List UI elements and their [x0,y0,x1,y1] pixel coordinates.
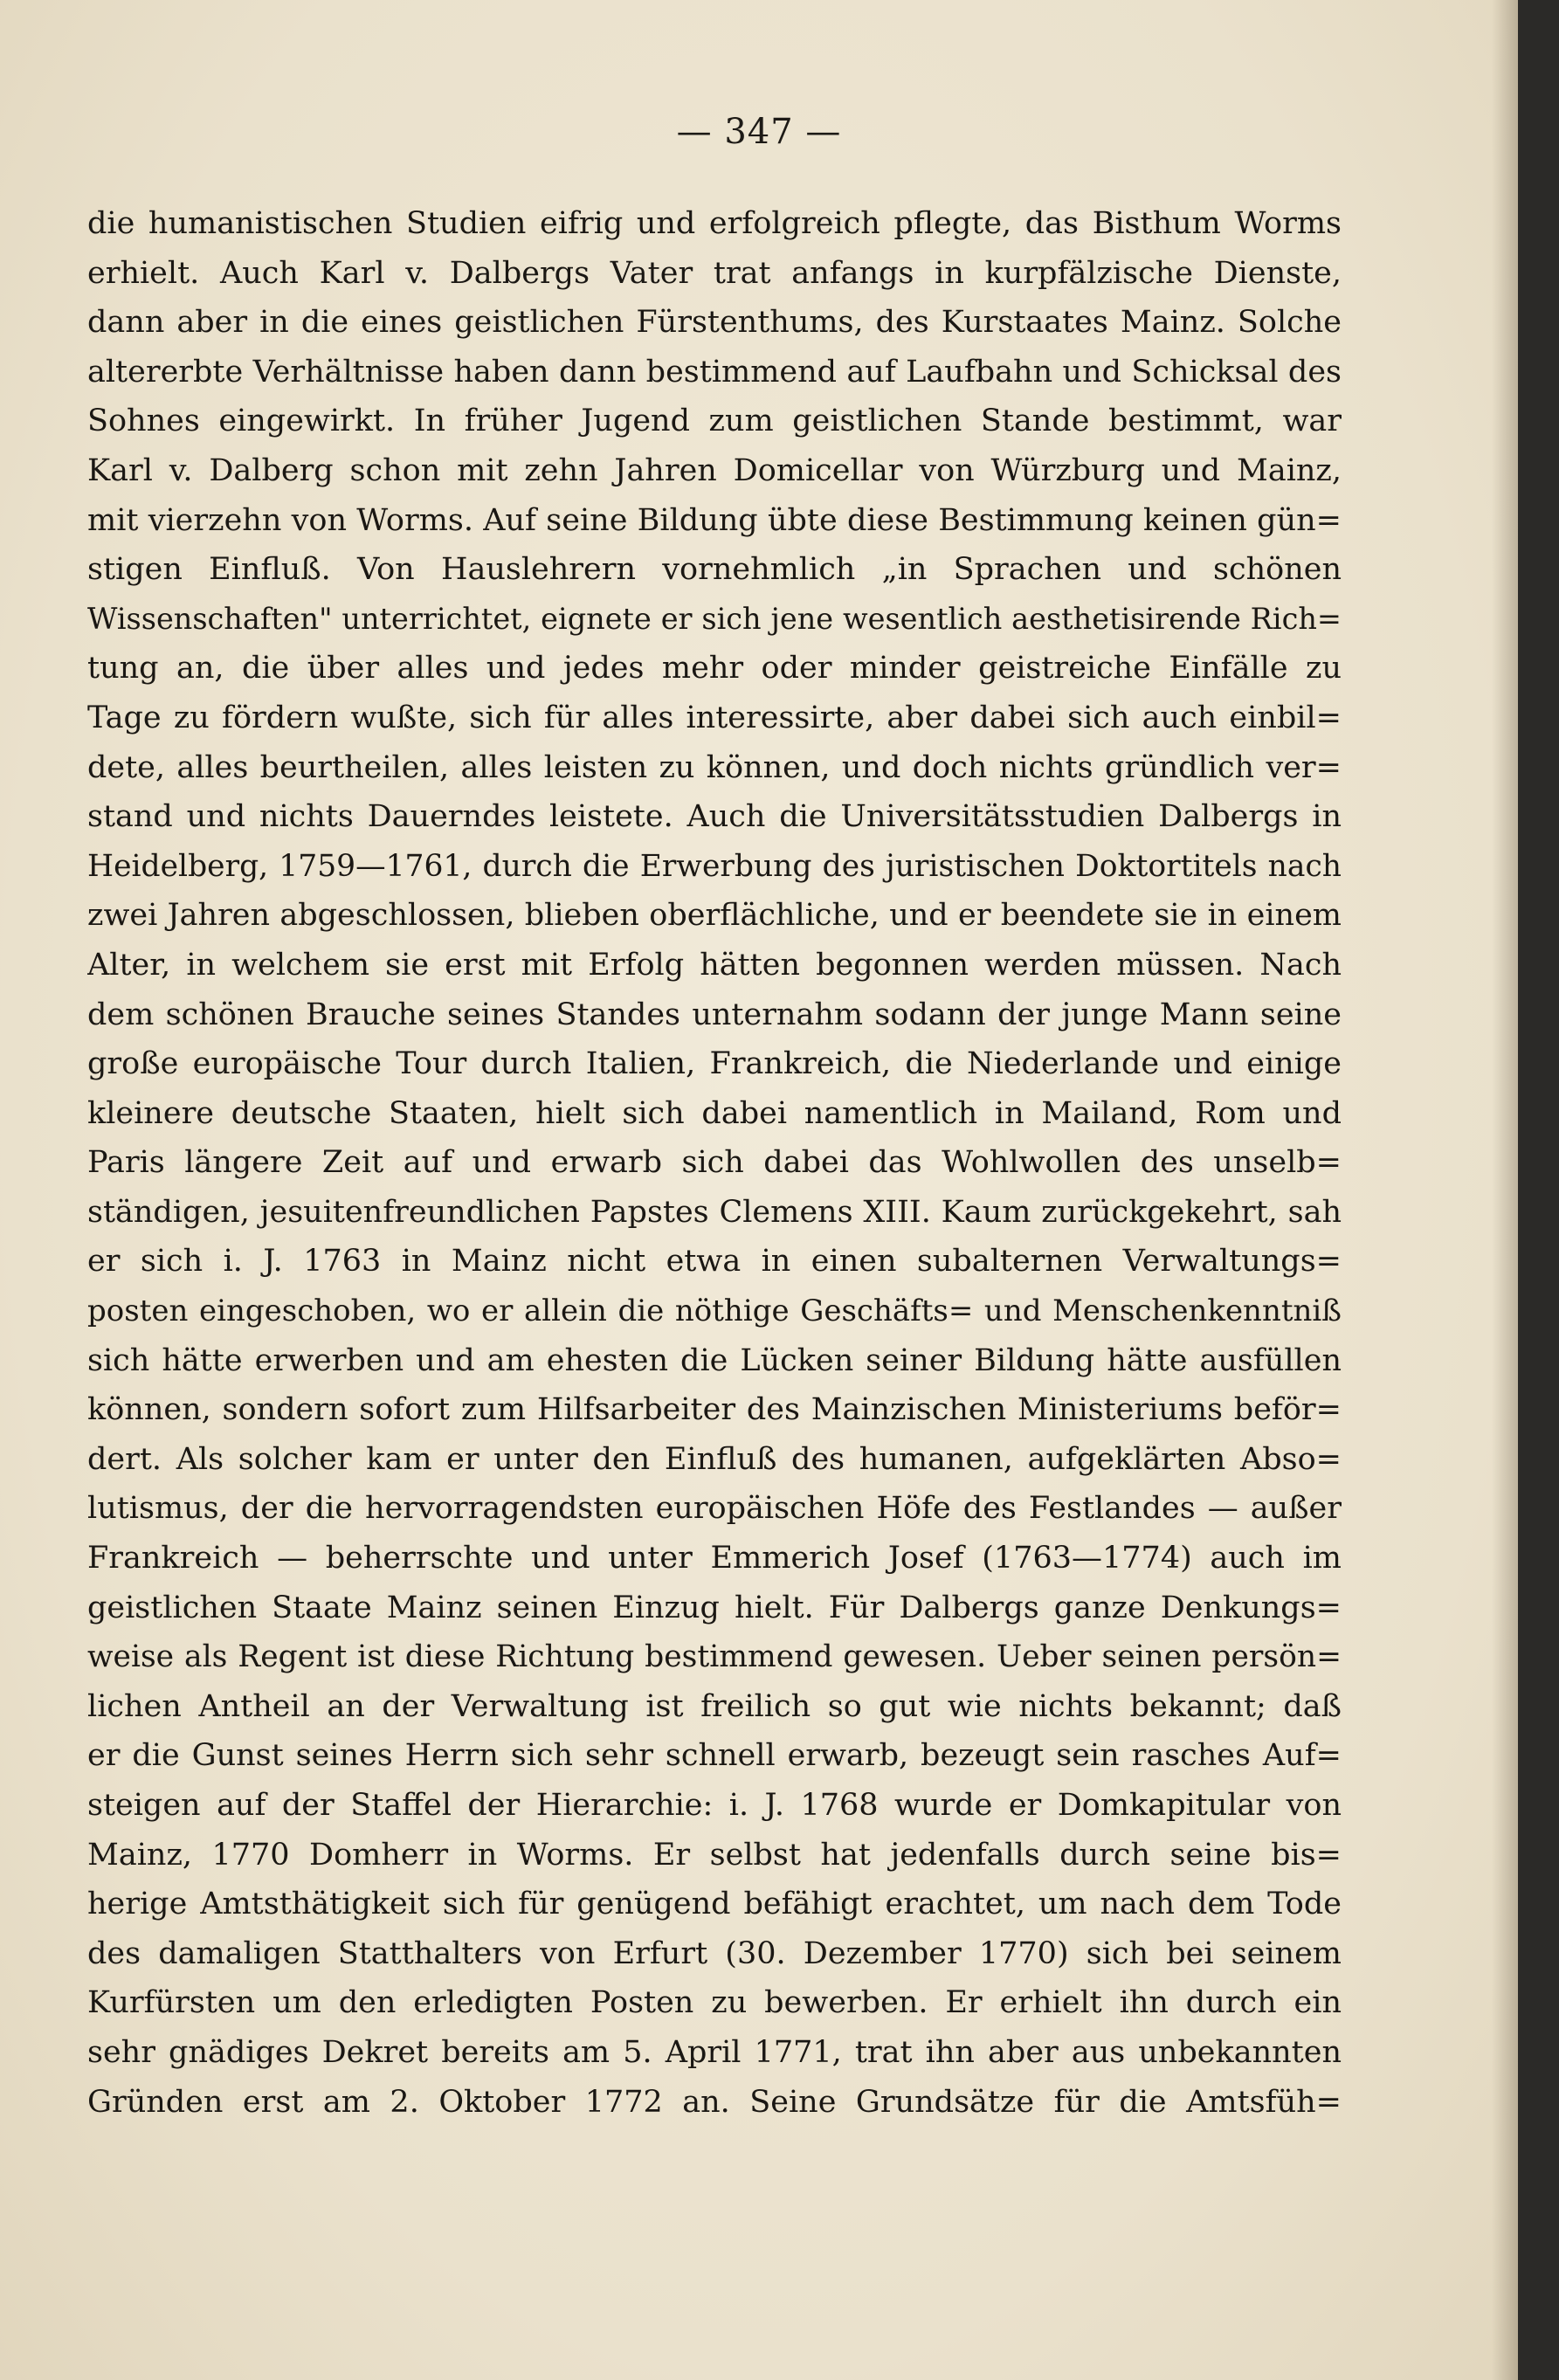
body-text [87,199,1342,2127]
text-line: er sich i. J. 1763 in Mainz nicht etwa in einen subalternen Verwaltungs= [87,1244,1342,1280]
text-line: sich hätte erwerben und am ehesten die Lücken seiner Bildung hätte ausfüllen [87,1342,1342,1378]
text-line: Alter, in welchem sie erst mit Erfolg hätten begonnen werden müssen. Nach [87,947,1342,983]
text-line: Wissenschaften" unterrichtet, eignete er sich jene wesentlich aesthetisirende Rich= [87,601,1342,636]
text-line: zwei Jahren abgeschlossen, blieben oberflächliche, und er beendete sie in einem [87,898,1342,934]
text-line: Mainz, 1770 Domherr in Worms. Er selbst hat jedenfalls durch seine bis= [87,1837,1342,1873]
text-line: tung an, die über alles und jedes mehr oder minder geistreiche Einfälle zu [87,651,1342,686]
text-line: Tage zu fördern wußte, sich für alles interessirte, aber dabei sich auch einbil= [87,700,1342,735]
text-line: dert. Als solcher kam er unter den Einfluß des humanen, aufgeklärten Abso= [87,1441,1342,1477]
text-line: dem schönen Brauche seines Standes unternahm sodann der junge Mann seine [87,997,1342,1032]
text-line: kleinere deutsche Staaten, hielt sich dabei namentlich in Mailand, Rom und [87,1095,1342,1131]
text-line: geistlichen Staate Mainz seinen Einzug hielt. Für Dalbergs ganze Denkungs= [87,1590,1342,1625]
text-line: dann aber in die eines geistlichen Fürstenthums, des Kurstaates Mainz. Solche [87,305,1342,341]
text-line: Kurfürsten um den erledigten Posten zu bewerben. Er erhielt ihn durch ein [87,1985,1342,2021]
text-line: altererbte Verhältnisse haben dann bestimmend auf Laufbahn und Schicksal des [87,354,1342,390]
text-line: stand und nichts Dauerndes leistete. Auch die Universitätsstudien Dalbergs in [87,799,1342,835]
text-line: dete, alles beurtheilen, alles leisten zu können, und doch nichts gründlich ver= [87,749,1342,785]
text-line: große europäische Tour durch Italien, Frankreich, die Niederlande und einige [87,1046,1342,1082]
text-line: stigen Einfluß. Von Hauslehrern vornehmlich „in Sprachen und schönen [87,552,1342,588]
text-line: lutismus, der die hervorragendsten europäischen Höfe des Festlandes — außer [87,1491,1342,1527]
text-line: Frankreich — beherrschte und unter Emmerich Josef (1763—1774) auch im [87,1541,1342,1576]
text-line: posten eingeschoben, wo er allein die nöthige Geschäfts= und Menschenkenntniß [87,1293,1342,1329]
text-line: die humanistischen Studien eifrig und erfolgreich pflegte, das Bisthum Worms [87,206,1342,241]
text-line: sehr gnädiges Dekret bereits am 5. April 1771, trat ihn aber aus unbekannten [87,2034,1342,2070]
text-line: ständigen, jesuitenfreundlichen Papstes Clemens XIII. Kaum zurückgekehrt, sah [87,1194,1342,1230]
text-line: mit vierzehn von Worms. Auf seine Bildung übte diese Bestimmung keinen gün= [87,502,1342,538]
text-line: des damaligen Statthalters von Erfurt (30. Dezember 1770) sich bei seinem [87,1935,1342,1971]
text-line: lichen Antheil an der Verwaltung ist freilich so gut wie nichts bekannt; daß [87,1688,1342,1724]
text-line: Karl v. Dalberg schon mit zehn Jahren Domicellar von Würzburg und Mainz, [87,452,1342,488]
text-line: erhielt. Auch Karl v. Dalbergs Vater trat anfangs in kurpfälzische Dienste, [87,255,1342,291]
page-number: — 347 — [676,112,842,152]
page-edge-shadow [1492,0,1518,2380]
text-line: Paris längere Zeit auf und erwarb sich dabei das Wohlwollen des unselb= [87,1145,1342,1181]
text-line: herige Amtsthätigkeit sich für genügend befähigt erachtet, um nach dem Tode [87,1887,1342,1922]
text-line: können, sondern sofort zum Hilfsarbeiter des Mainzischen Ministeriums beför= [87,1392,1342,1428]
text-line: steigen auf der Staffel der Hierarchie: i. J. 1768 wurde er Domkapitular von [87,1788,1342,1823]
text-line: weise als Regent ist diese Richtung bestimmend gewesen. Ueber seinen persön= [87,1639,1342,1675]
text-line: Gründen erst am 2. Oktober 1772 an. Seine Grundsätze für die Amtsfüh= [87,2084,1342,2120]
text-line: Sohnes eingewirkt. In früher Jugend zum geistlichen Stande bestimmt, war [87,404,1342,439]
text-line: Heidelberg, 1759—1761, durch die Erwerbung des juristischen Doktortitels nach [87,848,1342,884]
text-line: er die Gunst seines Herrn sich sehr schnell erwarb, bezeugt sein rasches Auf= [87,1738,1342,1774]
